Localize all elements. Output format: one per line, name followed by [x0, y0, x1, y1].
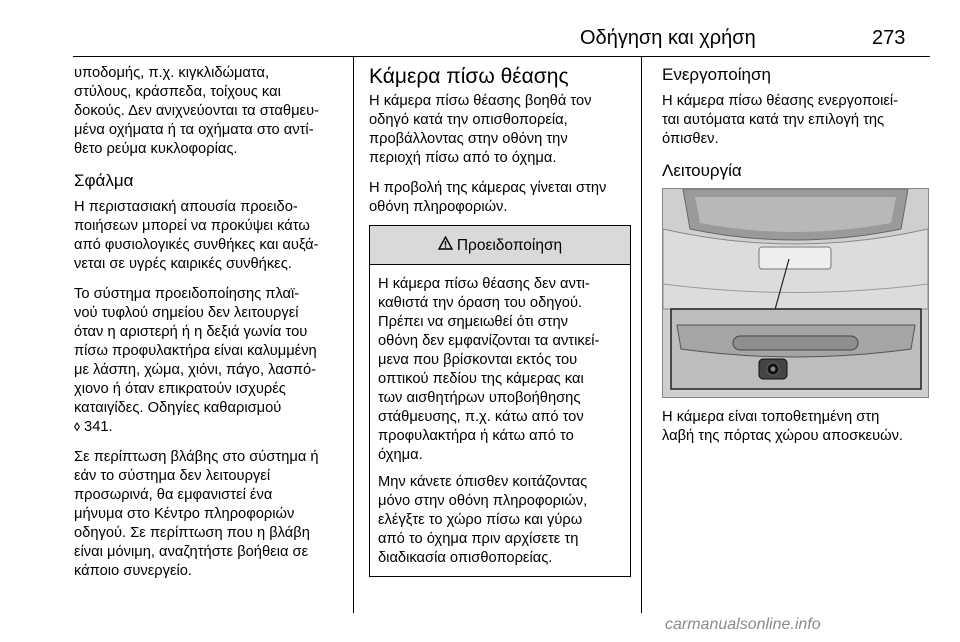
warning-box	[369, 225, 631, 577]
warning-para1: Η κάμερα πίσω θέασης δεν αντι- καθιστά την όραση του οδηγού. Πρέπει να σημειωθεί ότι στην οθόνη δεν εμφανίζονται τα αντικεί- μενα που βρίσκονται εκτός του οπτικού πεδίου της κάμερας και των αισθητήρων υποβοήθησης στάθμευσης, π.χ. κάτω από τον προφυλακτήρα ή κάτω από το όχημα.	[378, 276, 600, 463]
warning-header	[370, 226, 630, 265]
col3-para1: Η κάμερα πίσω θέασης ενεργοποιεί- ται αυτόματα κατά την επιλογή της όπισθεν.	[662, 93, 899, 147]
column-divider-1	[353, 57, 354, 613]
section-heading-rear-camera: Κάμερα πίσω θέασης	[369, 65, 569, 88]
running-header-title: Οδήγηση και χρήση	[580, 27, 756, 49]
column-divider-2	[641, 57, 642, 613]
xref-arrow-icon: ◊	[74, 420, 80, 434]
column-1	[74, 64, 344, 592]
section-heading-operation: Λειτουργία	[662, 161, 742, 180]
footer-watermark: carmanualsonline.info	[665, 616, 821, 633]
section-heading-fault: Σφάλμα	[74, 171, 134, 190]
col3-para2: Η κάμερα είναι τοποθετημένη στη λαβή της πόρτας χώρου αποσκευών.	[662, 409, 904, 444]
col1-para3: Το σύστημα προειδοποίησης πλαϊ- νού τυφλού σημείου δεν λειτουργεί όταν η αριστερή ή η δεξιά γωνία του πίσω προφυλακτήρα είναι καλυμμένη με λάσπη, χώμα, χιόνι, πάγο, λασπό- χιονο ή όταν επικρατούν ισχυρές καταιγίδες. Οδηγίες καθαρισμού ◊ 341.	[74, 285, 344, 437]
warning-title: Προειδοποίηση	[456, 236, 563, 254]
warning-triangle-icon	[438, 236, 453, 255]
warning-body	[370, 265, 630, 576]
cross-reference-link[interactable]: ◊ 341.	[74, 419, 113, 435]
header-rule	[73, 56, 930, 57]
col1-para1: υποδομής, π.χ. κιγκλιδώματα, στύλους, κράσπεδα, τοίχους και δοκούς. Δεν ανιχνεύονται τα σταθμευ- μένα οχήματα ή τα οχήματα στο αντί- θετο ρεύμα κυκλοφορίας.	[74, 65, 320, 157]
column-2	[369, 64, 634, 577]
page-number: 273	[872, 27, 906, 49]
col1-para4: Σε περίπτωση βλάβης στο σύστημα ή εάν το σύστημα δεν λειτουργεί προσωρινά, θα εμφανιστεί ένα μήνυμα στο Κέντρο πληροφοριών οδηγού. Σε περίπτωση που η βλάβη είναι μόνιμη, αναζητήστε βοήθεια σε κάποιο συνεργείο.	[74, 449, 319, 579]
col2-para1: Η κάμερα πίσω θέασης βοηθά τον οδηγό κατά την οπισθοπορεία, προβάλλοντας στην οθόνη την περιοχή πίσω από το όχημα.	[369, 93, 592, 166]
col1-para2: Η περιστασιακή απουσία προειδο- ποιήσεων μπορεί να προκύψει κάτω από φυσιολογικές συνθήκες και αυξά- νεται σε υγρές καιρικές συνθήκες.	[74, 199, 319, 272]
rear-camera-location-illustration	[662, 188, 929, 398]
warning-para2: Μην κάνετε όπισθεν κοιτάζοντας μόνο στην οθόνη πληροφοριών, ελέγξτε το χώρο πίσω και γύρω από το όχημα πριν αρχίσετε τη διαδικασία οπισθοπορείας.	[378, 474, 588, 566]
col2-para2: Η προβολή της κάμερας γίνεται στην οθόνη πληροφοριών.	[369, 180, 607, 215]
section-heading-activation: Ενεργοποίηση	[662, 65, 771, 84]
column-3	[662, 64, 932, 457]
